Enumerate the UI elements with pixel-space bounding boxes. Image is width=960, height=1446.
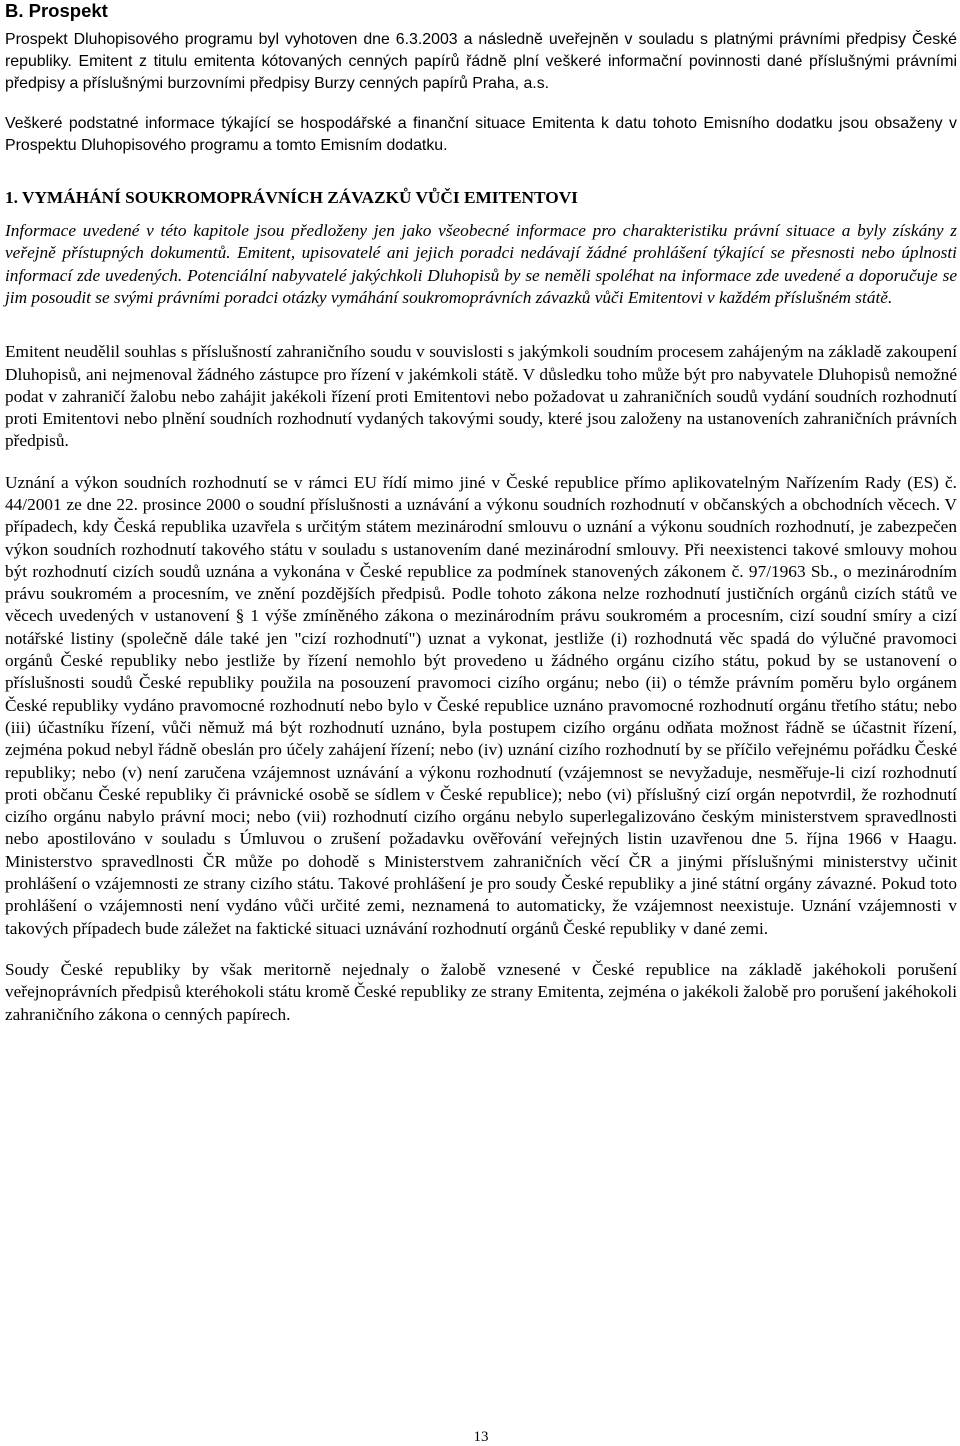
page-number: 13 [473, 1429, 489, 1445]
prospekt-paragraph: Veškeré podstatné informace týkající se hospodářské a finanční situace Emitenta k datu tohoto Emisního dodatku jsou obsaženy v Prospektu Dluhopisového programu a tomto Emisním dodatku. [5, 114, 957, 154]
prospekt-paragraph: Prospekt Dluhopisového programu byl vyhotoven dne 6.3.2003 a následně uveřejněn v souladu s platnými právními předpisy České republiky. Emitent z titulu emitenta kótovaných cenných papírů řádně plní veškeré informační povinnosti dané příslušnými právními předpisy a příslušnými burzovními předpisy Burzy cenných papírů Praha, a.s. [5, 31, 957, 93]
document-page [5, 0, 957, 1446]
chapter-heading: 1. VYMÁHÁNÍ SOUKROMOPRÁVNÍCH ZÁVAZKŮ VŮČI EMITENTOVI [5, 188, 578, 208]
body-paragraph: Uznání a výkon soudních rozhodnutí se v rámci EU řídí mimo jiné v České republice přímo aplikovatelným Nařízením Rady (ES) č. 44/2001 ze dne 22. prosince 2000 o soudní příslušnosti a uznávání a výkonu soudních rozhodnutí v občanských a obchodních věcech. V případech, kdy Česká republika uzavřela s určitým státem mezinárodní smlouvu o uznání a výkonu soudních rozhodnutí, je zabezpečen výkon soudních rozhodnutí takového státu v souladu s ustanovením dané mezinárodní smlouvy. Při neexistenci takové smlouvy mohou být rozhodnutí cizích soudů uznána a vykonána v České republice za podmínek stanovených zákonem č. 97/1963 Sb., o mezinárodním právu soukromém a procesním, ve znění pozdějších předpisů. Podle tohoto zákona nelze rozhodnutí justičních orgánů cizích států ve věcech uvedených v ustanovení § 1 výše zmíněného zákona o mezinárodním právu soukromém a procesním, cizí soudní smíry a cizí notářské listiny (společně dále také jen "cizí rozhodnutí") uznat a vykonat, jestliže (i) rozhodnutá věc spadá do výlučné pravomoci orgánů České republiky nebo jestliže by řízení nemohlo být provedeno u žádného orgánu cizího státu, pokud by se ustanovení o příslušnosti soudů České republiky použila na posouzení pravomoci cizího orgánu; nebo (ii) o témže právním poměru bylo orgánem České republiky vydáno pravomocné rozhodnutí nebo bylo v České republice uznáno pravomocné rozhodnutí orgánu třetího státu; nebo (iii) účastníku řízení, vůči němuž má být rozhodnutí uznáno, byla postupem cizího orgánu odňata možnost řádně se účastnit řízení, zejména pokud nebyl řádně obeslán pro účely zahájení řízení; nebo (iv) uznání cizího rozhodnutí by se příčilo veřejnému pořádku České republiky; nebo (v) není zaručena vzájemnost uznávání a výkonu rozhodnutí (vzájemnost se nevyžaduje, nesměřuje-li cizí rozhodnutí proti občanu České republiky či právnické osobě se sídlem v České republice); nebo (vi) příslušný cizí orgán nepotvrdil, že rozhodnutí cizího orgánu nabylo právní moci; nebo (vii) rozhodnutí cizího orgánu nebylo superlegalizováno českým ministerstvem spravedlnosti nebo apostilováno v souladu s Úmluvou o zrušení požadavku ověřování veřejných listin uzavřenou dne 5. října 1966 v Haagu. Ministerstvo spravedlnosti ČR může po dohodě s Ministerstvem zahraničních věcí ČR a jinými příslušnými ministerstvy učinit prohlášení o vzájemnosti ze strany cizího státu. Takové prohlášení je pro soudy České republiky a jiné státní orgány závazné. Pokud toto prohlášení o vzájemnosti není vydáno vůči určité zemi, neznamená to automaticky, že vzájemnost neexistuje. Uznání vzájemnosti v takových případech bude záležet na faktické situaci uznávání rozhodnutí orgánů České republiky v dané zemi. [5, 472, 957, 938]
disclaimer-paragraph: Informace uvedené v této kapitole jsou předloženy jen jako všeobecné informace pro charakteristiku právní situace a byly získány z veřejně přístupných dokumentů. Emitent, upisovatelé ani jejich poradci nedávají žádné prohlášení týkající se přesnosti nebo úplnosti informací zde uvedených. Potenciální nabyvatelé jakýchkoli Dluhopisů by se neměli spoléhat na informace zde uvedené a doporučuje se jim posoudit se svými právními poradci otázky vymáhání soukromoprávních závazků vůči Emitentovi v každém příslušném státě. [5, 221, 957, 307]
body-paragraph: Emitent neudělil souhlas s příslušností zahraničního soudu v souvislosti s jakýmkoli soudním procesem zahájeným na základě zakoupení Dluhopisů, ani nejmenoval žádného zástupce pro řízení v jakémkoli státě. V důsledku toho může být pro nabyvatele Dluhopisů nemožné podat v zahraničí žalobu nebo zahájit jakékoli řízení proti Emitentovi nebo požadovat u zahraničních soudů vydání soudních rozhodnutí proti Emitentovi nebo plnění soudních rozhodnutí vydaných takovými soudy, které jsou založeny na ustanoveních zahraničních právních předpisů. [5, 342, 957, 451]
body-paragraph: Soudy České republiky by však meritorně nejednaly o žalobě vznesené v České republice na základě jakéhokoli porušení veřejnoprávních předpisů kteréhokoli státu kromě České republiky ze strany Emitenta, zejména o jakékoli žalobě pro porušení jakéhokoli zahraničního zákona o cenných papírech. [5, 959, 957, 1024]
section-heading: B. Prospekt [5, 0, 108, 21]
